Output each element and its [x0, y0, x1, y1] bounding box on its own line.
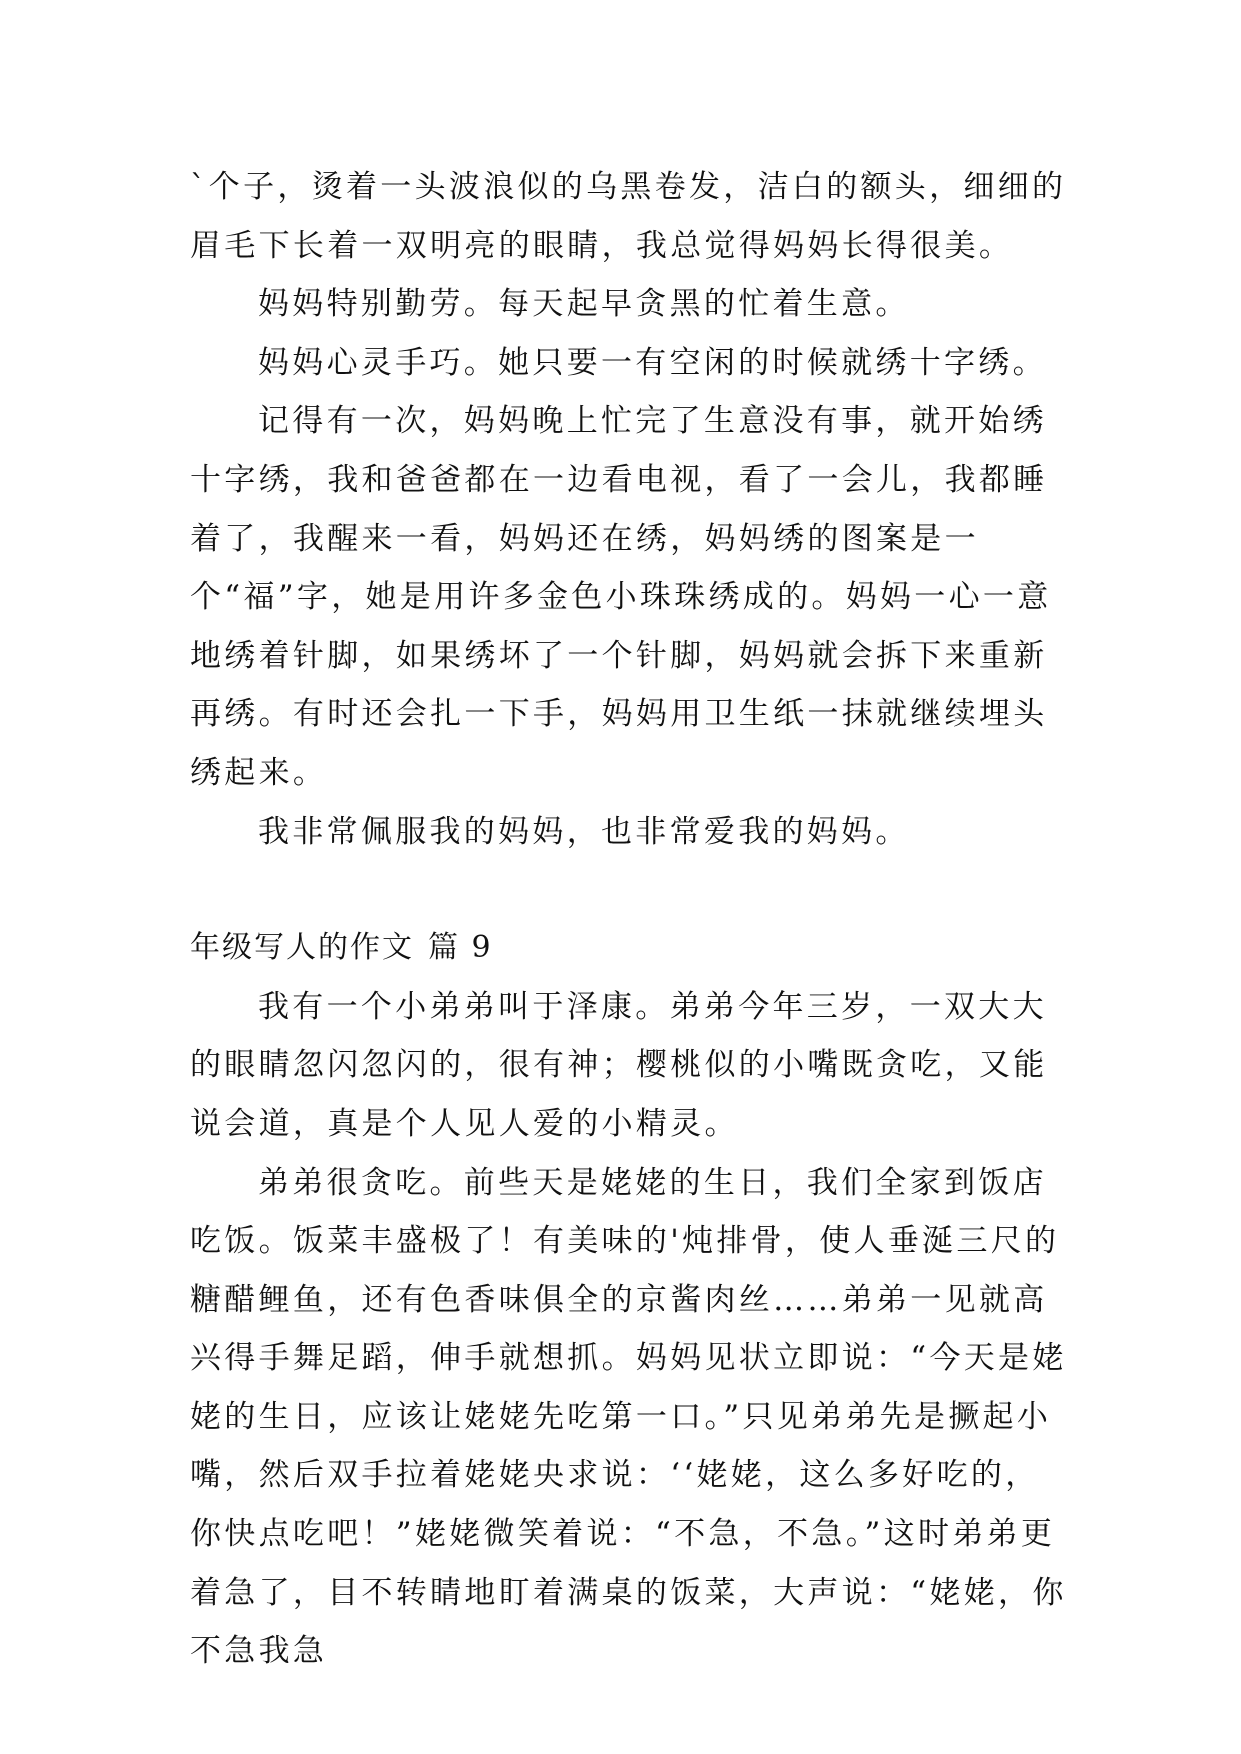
- paragraph: 妈妈心灵手巧。她只要一有空闲的时候就绣十字绣。: [258, 344, 1047, 381]
- section-heading-number: 篇 9: [428, 930, 493, 966]
- document-body: [190, 158, 1070, 1681]
- section-gap: [190, 861, 1070, 919]
- paragraph: 我有一个小弟弟叫于泽康。弟弟今年三岁，一双大大的眼睛忽闪忽闪的，很有神；樱桃似的小嘴既贪吃，又能说会道，真是个人见人爱的小精灵。: [190, 988, 1048, 1142]
- paragraph: 我非常佩服我的妈妈，也非常爱我的妈妈。: [258, 813, 910, 850]
- section-heading-title: 年级写人的作文: [190, 930, 414, 966]
- paragraph: 记得有一次，妈妈晚上忙完了生意没有事，就开始绣十字绣，我和爸爸都在一边看电视，看了一会儿，我都睡着了，我醒来一看，妈妈还在绣，妈妈绣的图案是一个“福”字，她是用许多金色小珠珠绣成的。妈妈一心一意地绣着针脚，如果绣坏了一个针脚，妈妈就会拆下来重新再绣。有时还会扎一下手，妈妈用卫生纸一抹就继续埋头绣起来。: [190, 403, 1052, 791]
- paragraph-continued: `个子，烫着一头波浪似的乌黑卷发，洁白的额头，细细的眉毛下长着一双明亮的眼睛，我总觉得妈妈长得很美。: [190, 169, 1067, 264]
- paragraph: 弟弟很贪吃。前些天是姥姥的生日，我们全家到饭店吃饭。饭菜丰盛极了！有美味的'炖排骨，使人垂涎三尺的糖醋鲤鱼，还有色香味俱全的京酱肉丝……弟弟一见就高兴得手舞足蹈，伸手就想抓。妈妈见状立即说：“今天是姥姥的生日，应该让姥姥先吃第一口。”只见弟弟先是撅起小嘴，然后双手拉着姥姥央求说：‘‘姥姥，这么多好吃的，你快点吃吧！”姥姥微笑着说：“不急，不急。”这时弟弟更着急了，目不转睛地盯着满桌的饭菜，大声说：“姥姥，你不急我急: [190, 1164, 1067, 1670]
- paragraph: 妈妈特别勤劳。每天起早贪黑的忙着生意。: [258, 286, 910, 323]
- section-heading: [190, 919, 1070, 978]
